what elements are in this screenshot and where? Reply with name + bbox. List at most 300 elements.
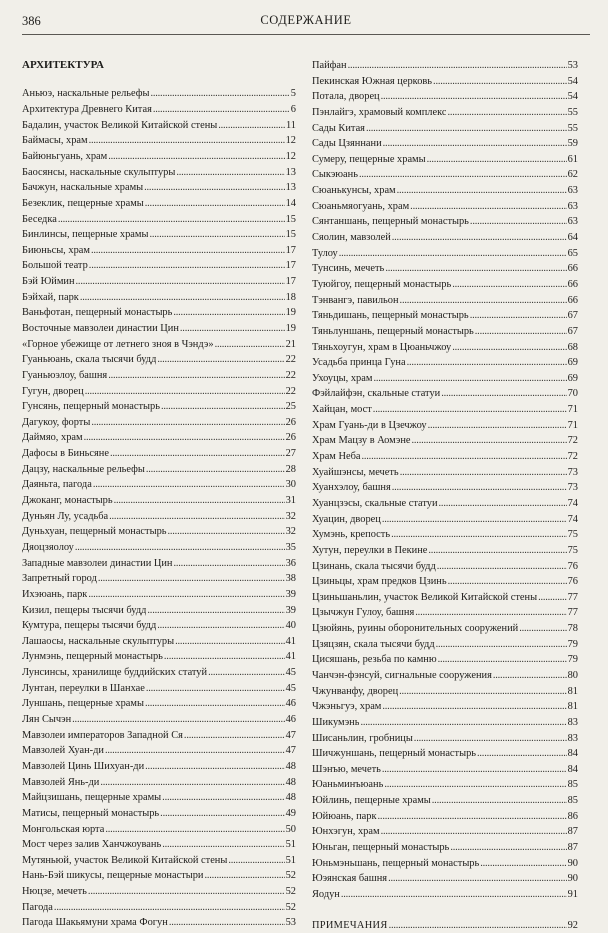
toc-entry-page: 81 [567, 685, 578, 697]
dot-leader [105, 822, 284, 838]
toc-entry-page: 77 [567, 591, 578, 603]
page-header [22, 10, 590, 36]
dot-leader [400, 465, 567, 481]
toc-entry[interactable] [312, 746, 578, 762]
dot-leader [415, 605, 566, 621]
toc-entry-title: Монгольская юрта [22, 823, 105, 835]
toc-entry-title: Бэй Юймин [22, 276, 75, 288]
toc-entry-page: 13 [285, 166, 296, 178]
toc-entry[interactable] [312, 371, 578, 387]
toc-entry[interactable] [22, 477, 296, 493]
toc-entry-title: Пайфан [312, 60, 347, 71]
toc-entry[interactable] [22, 290, 296, 306]
toc-entry[interactable] [22, 681, 296, 697]
toc-entry[interactable] [312, 105, 578, 121]
dot-leader [169, 915, 285, 931]
toc-entry[interactable] [22, 649, 296, 665]
page-number: 386 [22, 14, 41, 28]
toc-entry-page: 48 [285, 792, 296, 804]
toc-entry[interactable] [312, 214, 578, 230]
toc-entry-title: Тяньлуншань, пещерный монастырь [312, 325, 474, 337]
toc-entry[interactable] [312, 277, 578, 293]
toc-entry[interactable] [22, 853, 296, 869]
dot-leader [153, 102, 290, 118]
toc-entry[interactable] [312, 261, 578, 277]
toc-entry[interactable] [22, 180, 296, 196]
toc-entry[interactable] [312, 605, 578, 621]
dot-leader [400, 293, 567, 309]
dot-leader [407, 355, 567, 371]
dot-leader [145, 759, 284, 775]
toc-entry[interactable] [312, 574, 578, 590]
toc-entry[interactable] [312, 167, 578, 183]
dot-leader [54, 900, 285, 916]
toc-entry-page: 67 [567, 310, 578, 322]
toc-entry[interactable] [22, 415, 296, 431]
toc-entry[interactable] [312, 324, 578, 340]
toc-entry-title: Мавзолей Цинь Шихуан-ди [22, 760, 145, 772]
toc-entry[interactable] [22, 775, 296, 791]
toc-entry-page: 53 [285, 917, 296, 929]
toc-entry-title: Юйлинь, пещерные храмы [312, 795, 431, 807]
toc-entry[interactable] [312, 652, 578, 668]
toc-entry[interactable] [312, 58, 578, 74]
toc-entry[interactable] [22, 822, 296, 838]
toc-entry-page: 36 [285, 557, 296, 569]
toc-entry[interactable] [312, 152, 578, 168]
toc-entry[interactable] [22, 399, 296, 415]
toc-entry-title: Гунсянь, пещерный монастырь [22, 401, 160, 413]
toc-entry[interactable] [312, 496, 578, 512]
toc-entry[interactable] [312, 433, 578, 449]
dot-leader [519, 621, 566, 637]
toc-entry-page: 26 [285, 416, 296, 428]
toc-entry[interactable] [312, 89, 578, 105]
toc-entry-title: Бэйхай, парк [22, 291, 79, 303]
toc-entry[interactable] [22, 571, 296, 587]
toc-entry-page: 87 [567, 826, 578, 838]
toc-entry[interactable] [22, 352, 296, 368]
toc-entry-title: Сумеру, пещерные храмы [312, 153, 426, 165]
toc-entry[interactable] [22, 587, 296, 603]
toc-entry[interactable] [22, 743, 296, 759]
dot-leader [388, 871, 567, 887]
toc-entry-page: 66 [567, 294, 578, 306]
toc-entry[interactable] [312, 340, 578, 356]
toc-entry-page: 90 [567, 873, 578, 885]
toc-entry[interactable] [312, 465, 578, 481]
toc-entry[interactable] [312, 793, 578, 809]
toc-entry-title: Тэнвангэ, павильон [312, 294, 399, 306]
toc-entry-page: 66 [567, 263, 578, 275]
toc-entry[interactable] [312, 308, 578, 324]
toc-entry-page: 63 [567, 216, 578, 228]
dot-leader [150, 86, 289, 102]
toc-entry[interactable] [312, 136, 578, 152]
dot-leader [381, 824, 567, 840]
dot-leader [382, 699, 566, 715]
toc-entry-page: 64 [567, 232, 578, 244]
running-title: СОДЕРЖАНИЕ [260, 13, 352, 27]
dot-leader [373, 371, 566, 387]
toc-entry-title: Лунтан, переулки в Шанхае [22, 682, 145, 694]
toc-entry-page: 31 [285, 495, 296, 507]
toc-entry-page: 39 [285, 604, 296, 616]
toc-entry-page: 70 [567, 388, 578, 400]
toc-entry-title: Баосянсы, наскальные скульптуры [22, 166, 176, 178]
toc-entry-title: Хутун, переулки в Пекине [312, 544, 428, 556]
toc-entry[interactable] [312, 856, 578, 872]
toc-entry-title: Пагода Шакьямуни храма Фогун [22, 917, 168, 929]
toc-entry-page: 6 [290, 104, 296, 116]
toc-entry[interactable] [22, 790, 296, 806]
toc-entry-page: 12 [285, 150, 296, 162]
toc-entry-title: Юаньминъюань [312, 779, 384, 791]
toc-entry-page: 73 [567, 466, 578, 478]
toc-entry-page: 83 [567, 732, 578, 744]
toc-entry[interactable] [22, 274, 296, 290]
toc-entry[interactable] [22, 900, 296, 916]
toc-entry-title: Сады Цзяннани [312, 138, 382, 150]
toc-entry[interactable] [22, 118, 296, 134]
toc-entry-title: Сюанькунсы, храм [312, 185, 396, 197]
toc-entry[interactable] [312, 887, 578, 903]
toc-entry-page: 32 [285, 526, 296, 538]
toc-entry[interactable] [22, 149, 296, 165]
toc-entry-title: Биюньсы, храм [22, 244, 90, 256]
dot-leader [93, 477, 285, 493]
toc-entry-page: 52 [285, 886, 296, 898]
toc-entry[interactable] [312, 386, 578, 402]
toc-entry[interactable] [22, 509, 296, 525]
dot-leader [385, 261, 566, 277]
dot-leader [162, 790, 284, 806]
toc-entry-page: 28 [285, 463, 296, 475]
toc-entry-page: 19 [285, 323, 296, 334]
dot-leader [160, 806, 284, 822]
toc-entry-title: Пагода [22, 901, 53, 913]
toc-entry-page: 27 [285, 448, 296, 460]
toc-entry[interactable] [22, 102, 296, 118]
toc-entry-page: 45 [285, 682, 296, 694]
toc-entry-title: Байюньгуань, храм [22, 150, 108, 162]
dot-leader [382, 512, 567, 528]
toc-entry[interactable] [312, 777, 578, 793]
toc-entry-page: 19 [285, 307, 296, 319]
toc-entry-title: Шичжуншань, пещерный монастырь [312, 748, 477, 760]
dot-leader [164, 649, 285, 665]
toc-entry-page: 80 [567, 669, 578, 681]
toc-entry[interactable] [22, 806, 296, 822]
toc-entry-title: Храм Неба [312, 451, 361, 463]
toc-entry-title: Матисы, пещерный монастырь [22, 807, 160, 819]
dot-leader [475, 324, 567, 340]
dot-leader [168, 524, 285, 540]
toc-entry[interactable] [22, 524, 296, 540]
toc-entry-page: 69 [567, 357, 578, 369]
toc-entry-title: Хайцан, мост [312, 404, 372, 416]
dot-leader [382, 762, 567, 778]
dot-leader [414, 731, 567, 747]
toc-entry[interactable] [22, 493, 296, 509]
toc-entry[interactable] [22, 212, 296, 228]
toc-entry-page: 86 [567, 810, 578, 822]
toc-entry[interactable] [312, 590, 578, 606]
toc-entry[interactable] [312, 512, 578, 528]
toc-entry[interactable] [22, 759, 296, 775]
toc-entry-page: 69 [567, 372, 578, 384]
toc-entry-page: 39 [285, 588, 296, 600]
toc-entry[interactable] [22, 540, 296, 556]
dot-leader [146, 462, 285, 478]
toc-entry[interactable] [312, 762, 578, 778]
toc-entry-title: Юйюань, парк [312, 810, 377, 822]
dot-leader [98, 571, 285, 587]
toc-entry-title: Дафосы в Биньсяне [22, 448, 109, 460]
toc-entry[interactable] [22, 556, 296, 572]
dot-leader [204, 868, 284, 884]
section-heading: АРХИТЕКТУРА [22, 59, 104, 71]
toc-entry-page: 71 [567, 419, 578, 431]
dot-leader [85, 384, 285, 400]
toc-entry-title: Тулоу [312, 247, 338, 259]
toc-entry-page: 76 [567, 576, 578, 588]
toc-entry[interactable] [22, 462, 296, 478]
toc-entry[interactable] [312, 684, 578, 700]
dot-leader [109, 509, 284, 525]
toc-entry[interactable] [312, 543, 578, 559]
toc-entry-title: Ваньфотан, пещерный монастырь [22, 307, 173, 319]
dot-leader [439, 496, 567, 512]
toc-entry-title: Туюйгоу, пещерный монастырь [312, 278, 452, 290]
dot-leader [58, 212, 285, 228]
toc-entry-title: Архитектура Древнего Китая [22, 104, 152, 116]
toc-entry[interactable] [22, 430, 296, 446]
dot-leader [157, 352, 284, 368]
toc-entry[interactable] [312, 418, 578, 434]
toc-entry[interactable] [312, 559, 578, 575]
dot-leader [397, 183, 567, 199]
toc-entry[interactable] [312, 527, 578, 543]
toc-entry-title: Кизил, пещеры тысячи будд [22, 604, 147, 616]
toc-entry-title: Сянтаншань, пещерный монастырь [312, 216, 469, 228]
toc-entry-title: Джоканг, монастырь [22, 495, 113, 507]
dot-leader [146, 681, 285, 697]
dot-leader [84, 430, 285, 446]
dot-leader [215, 337, 285, 353]
toc-entry[interactable] [22, 337, 296, 353]
toc-entry-page: 55 [567, 122, 578, 134]
toc-entry[interactable] [22, 665, 296, 681]
dot-leader [360, 715, 566, 731]
toc-entry[interactable] [22, 884, 296, 900]
toc-entry-title: Дуньхуан, пещерный монастырь [22, 526, 167, 538]
dot-leader [427, 152, 567, 168]
dot-leader [438, 652, 567, 668]
dot-leader [100, 775, 284, 791]
toc-entry-page: 30 [285, 479, 296, 491]
toc-entry-notes[interactable] [312, 918, 578, 933]
toc-entry-title: Цзюйянь, руины оборонительных сооружений [312, 623, 519, 635]
toc-entry-title: Храм Мацзу в Аомэне [312, 435, 411, 447]
toc-entry-title: Беседка [22, 213, 57, 225]
toc-entry[interactable] [22, 696, 296, 712]
toc-entry-page: 63 [567, 200, 578, 212]
toc-entry[interactable] [312, 183, 578, 199]
toc-entry[interactable] [22, 321, 296, 337]
toc-entry-title: Храм Гуань-ди в Цзечжоу [312, 419, 427, 431]
toc-entry[interactable] [312, 621, 578, 637]
toc-entry-page: 83 [567, 716, 578, 728]
dot-leader [447, 105, 566, 121]
dot-leader [493, 668, 567, 684]
toc-entry[interactable] [22, 446, 296, 462]
toc-entry[interactable] [312, 824, 578, 840]
toc-entry[interactable] [22, 86, 296, 102]
toc-entry-page: 51 [285, 854, 296, 866]
toc-entry[interactable] [312, 230, 578, 246]
toc-entry-title: Мавзолей Хуан-ди [22, 745, 104, 757]
toc-entry-page: 72 [567, 451, 578, 463]
toc-entry[interactable] [312, 731, 578, 747]
toc-entry[interactable] [22, 227, 296, 243]
toc-entry[interactable] [22, 384, 296, 400]
toc-entry[interactable] [22, 868, 296, 884]
toc-entry-page: 91 [567, 888, 578, 900]
toc-entry-page: 15 [285, 213, 296, 225]
dot-leader [448, 574, 567, 590]
toc-entry[interactable] [22, 258, 296, 274]
toc-entry[interactable] [312, 449, 578, 465]
toc-entry-page: 68 [567, 341, 578, 353]
toc-entry[interactable] [22, 368, 296, 384]
dot-leader [470, 214, 567, 230]
toc-entry-page: 51 [285, 839, 296, 851]
toc-entry-page: 50 [285, 823, 296, 835]
toc-entry[interactable] [22, 603, 296, 619]
dot-leader [145, 196, 285, 212]
dot-leader [184, 728, 285, 744]
toc-entry-page: 92 [567, 919, 578, 931]
toc-entry-title: Даймяо, храм [22, 432, 83, 444]
toc-entry[interactable] [22, 243, 296, 259]
toc-entry-title: Юньмэньшань, пещерный монастырь [312, 857, 480, 869]
toc-entry-page: 12 [285, 135, 296, 147]
toc-entry-title: Фэйлайфэн, скальные статуи [312, 388, 441, 400]
toc-entry-title: Западные мавзолеи династии Цин [22, 557, 173, 569]
dot-leader [147, 603, 284, 619]
toc-entry[interactable] [312, 668, 578, 684]
toc-entry[interactable] [312, 840, 578, 856]
toc-entry[interactable] [22, 712, 296, 728]
toc-entry[interactable] [22, 634, 296, 650]
dot-leader [72, 712, 284, 728]
toc-entry[interactable] [312, 699, 578, 715]
dot-leader [392, 230, 567, 246]
toc-entry[interactable] [312, 355, 578, 371]
toc-entry[interactable] [312, 121, 578, 137]
toc-entry-page: 77 [567, 607, 578, 619]
toc-entry-title: Лунмэнь, пещерный монастырь [22, 651, 163, 663]
toc-entry-title: Цзиньшаньлин, участок Великой Китайской стены [312, 591, 538, 603]
dot-leader [89, 133, 285, 149]
toc-entry-page: 45 [285, 667, 296, 679]
toc-entry[interactable] [312, 293, 578, 309]
toc-entry-title: Цзиньцы, храм предков Цзинь [312, 576, 447, 588]
toc-entry-title: Цзинань, скала тысячи будд [312, 560, 436, 572]
toc-entry[interactable] [312, 637, 578, 653]
dot-leader [339, 246, 567, 262]
dot-leader [89, 258, 285, 274]
toc-entry-title: Восточные мавзолеи династии Цин [22, 323, 179, 334]
toc-entry[interactable] [22, 133, 296, 149]
dot-leader [149, 227, 284, 243]
toc-entry[interactable] [312, 809, 578, 825]
toc-entry-title: Безеклик, пещерные храмы [22, 197, 144, 209]
toc-entry-title: Мавзолеи императоров Западной Ся [22, 729, 183, 741]
toc-entry-title: Яодун [312, 888, 340, 900]
dot-leader [88, 587, 284, 603]
dot-leader [410, 199, 566, 215]
toc-entry[interactable] [22, 196, 296, 212]
toc-entry-title: Запретный город [22, 573, 97, 585]
toc-entry[interactable] [22, 305, 296, 321]
toc-entry-title: Потала, дворец [312, 91, 380, 103]
dot-leader [144, 180, 284, 196]
dot-leader [433, 74, 567, 90]
toc-entry-title: ПРИМЕЧАНИЯ [312, 919, 388, 931]
toc-entry[interactable] [22, 915, 296, 931]
dot-leader [228, 853, 284, 869]
toc-entry-page: 13 [285, 182, 296, 194]
toc-entry[interactable] [22, 165, 296, 181]
toc-entry[interactable] [312, 74, 578, 90]
toc-entry-title: Тяньхоугун, храм в Цюаньчжоу [312, 341, 452, 353]
toc-entry[interactable] [312, 480, 578, 496]
toc-entry[interactable] [22, 728, 296, 744]
dot-leader [175, 634, 285, 650]
dot-leader [161, 399, 285, 415]
toc-entry-page: 46 [285, 698, 296, 710]
header-rule [22, 34, 590, 35]
toc-entry-page: 41 [285, 651, 296, 663]
toc-entry[interactable] [312, 402, 578, 418]
toc-entry-page: 85 [567, 779, 578, 791]
toc-entry-title: Нань-Бэй шикусы, пещерные монастыри [22, 870, 204, 882]
dot-leader [110, 446, 285, 462]
toc-entry[interactable] [22, 837, 296, 853]
toc-entry-title: Аньюэ, наскальные рельефы [22, 88, 150, 100]
dot-leader [452, 340, 566, 356]
toc-entry[interactable] [312, 199, 578, 215]
toc-entry-title: Большой театр [22, 260, 88, 272]
dot-leader [389, 918, 567, 933]
dot-leader [412, 433, 567, 449]
toc-entry[interactable] [22, 618, 296, 634]
toc-entry-page: 59 [567, 138, 578, 150]
toc-entry[interactable] [312, 715, 578, 731]
toc-entry[interactable] [312, 871, 578, 887]
dot-leader [428, 418, 567, 434]
toc-entry-page: 38 [285, 573, 296, 585]
toc-entry-title: Бачжун, наскальные храмы [22, 182, 144, 194]
toc-entry-page: 25 [285, 401, 296, 413]
toc-entry-title: Мавзолей Янь-ди [22, 776, 100, 788]
toc-entry[interactable] [312, 246, 578, 262]
toc-entry-title: Усадьба принца Гуна [312, 357, 406, 369]
dot-leader [348, 58, 567, 74]
toc-entry-page: 52 [285, 870, 296, 882]
